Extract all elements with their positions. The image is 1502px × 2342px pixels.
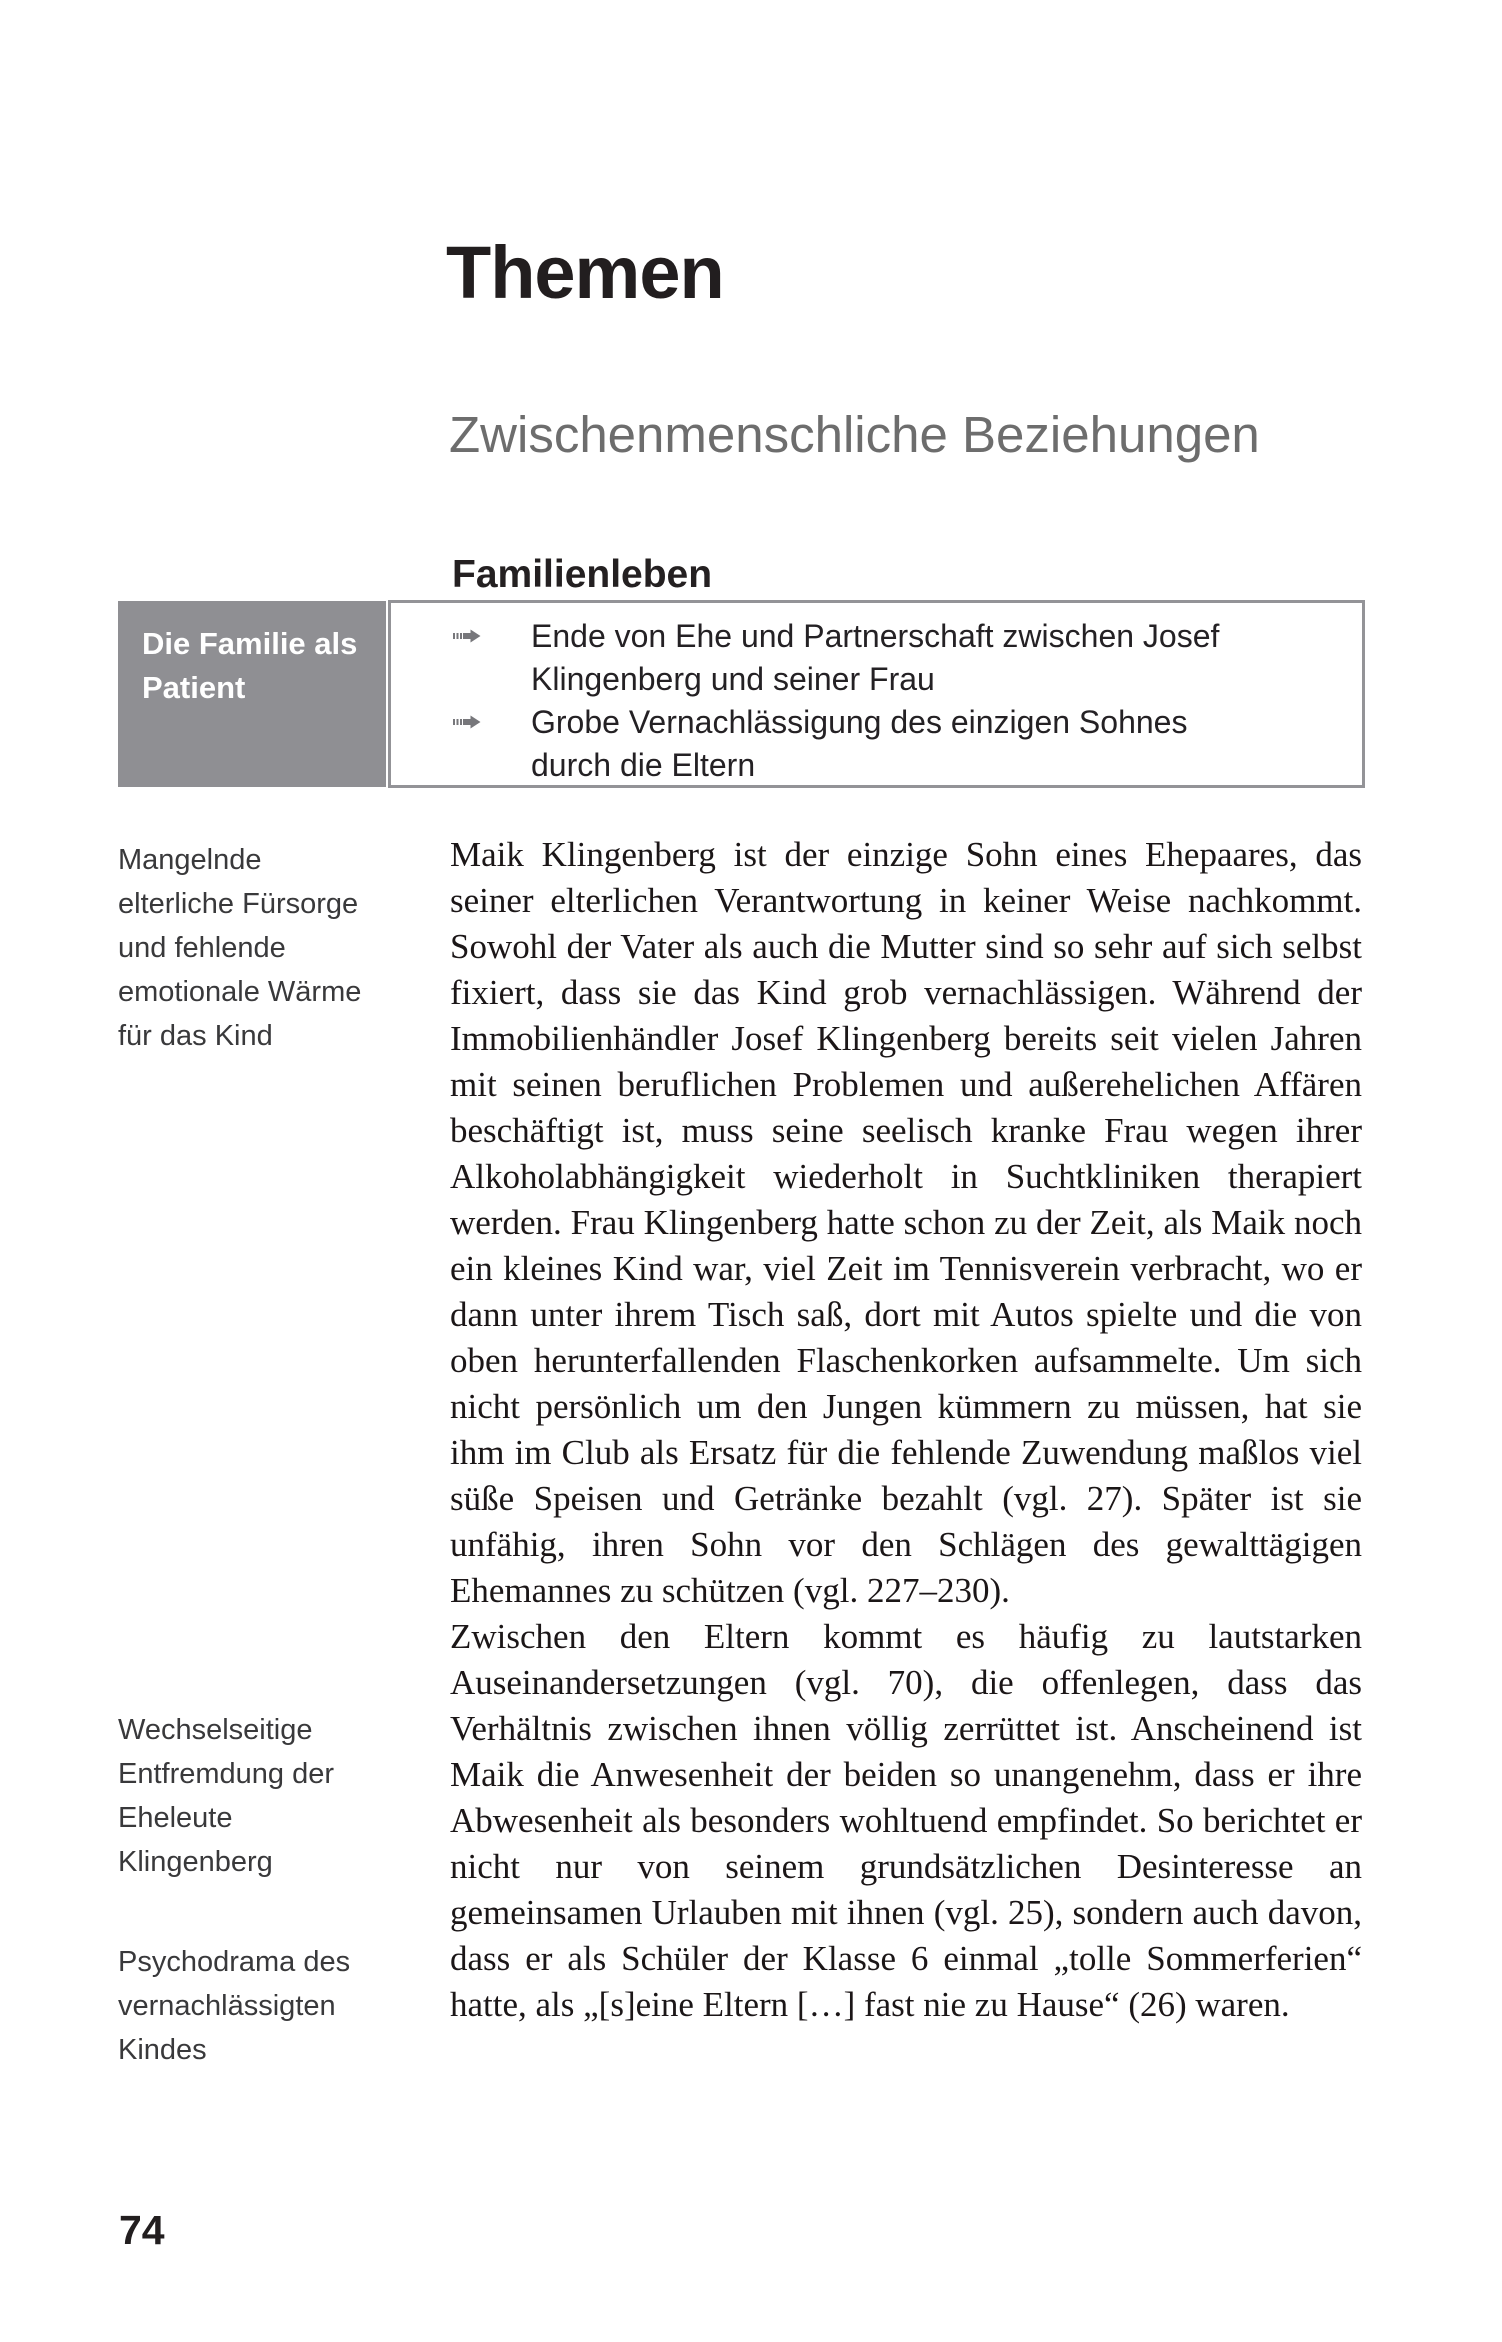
dashed-right-arrow-icon [453,715,481,729]
body-paragraph: Maik Klingenberg ist der einzige Sohn eines Ehepaares, das seiner elterlichen Verantwortung in keiner Weise nachkommt. Sowohl der Vater als auch die Mutter sind so sehr auf sich selbst fixiert, dass sie das Kind grob vernachlässigen. Während der Immobilienhändler Josef Klingenberg bereits seit vielen Jahren mit seinen beruflichen Problemen und außerehelichen Affären beschäftigt ist, muss seine seelisch kranke Frau wegen ihrer Alkoholabhängigkeit wiederholt in Suchtkliniken therapiert werden. Frau Klingenberg hatte schon zu der Zeit, als Maik noch ein kleines Kind war, viel Zeit im Tennisverein verbracht, wo er dann unter ihrem Tisch saß, dort mit Autos spielte und die von oben herunterfallenden Flaschenkorken aufsammelte. Um sich nicht persönlich um den Jungen kümmern zu müssen, hat sie ihm im Club als Ersatz für die fehlende Zuwendung maßlos viel süße Speisen und Getränke bezahlt (vgl. 27). Später ist sie unfähig, ihren Sohn vor den Schlägen des gewalttägigen Ehemannes zu schützen (vgl. 227–230). [450,835,1362,1610]
infobox-bullet-item [453,701,1271,787]
body-paragraph: Zwischen den Eltern kommt es häufig zu lautstarken Auseinandersetzungen (vgl. 70), die offenlegen, dass das Verhältnis zwischen ihnen völlig zerrüttet ist. Anscheinend ist Maik die Anwesenheit der beiden so unangenehm, dass er ihre Abwesenheit als besonders wohltuend empfindet. So berichtet er nicht nur von seinem grundsätzlichen Desinteresse an gemeinsamen Urlauben mit ihnen (vgl. 25), sondern auch davon, dass er als Schüler der Klasse 6 einmal „tolle Sommerferien“ hatte, als „[s]eine Eltern […] fast nie zu Hause“ (26) waren. [450,1617,1362,2024]
infobox-bullet-item [453,615,1271,701]
infobox-label: Die Familie als Patient [118,601,386,787]
infobox-bullet-text: Ende von Ehe und Partnerschaft zwischen Josef Klingenberg und seiner Frau [531,618,1220,697]
infobox-bullet-text: Grobe Vernachlässigung des einzigen Sohnes durch die Eltern [531,704,1188,783]
page-subtitle: Zwischenmenschliche Beziehungen [449,406,1260,464]
body-text [450,832,1362,2028]
margin-note: Psychodrama des vernachlässigten Kindes [118,1946,351,2066]
page-title: Themen [446,230,724,314]
page-number: 74 [119,2207,165,2253]
margin-note: Mangelnde elterliche Fürsorge und fehlende emotionale Wärme für das Kind [118,844,362,1052]
margin-note: Wechselseitige Entfremdung der Eheleute Klingenberg [118,1714,335,1878]
infobox-panel [388,600,1365,788]
dashed-right-arrow-icon [453,629,481,643]
section-heading: Familienleben [452,553,713,596]
